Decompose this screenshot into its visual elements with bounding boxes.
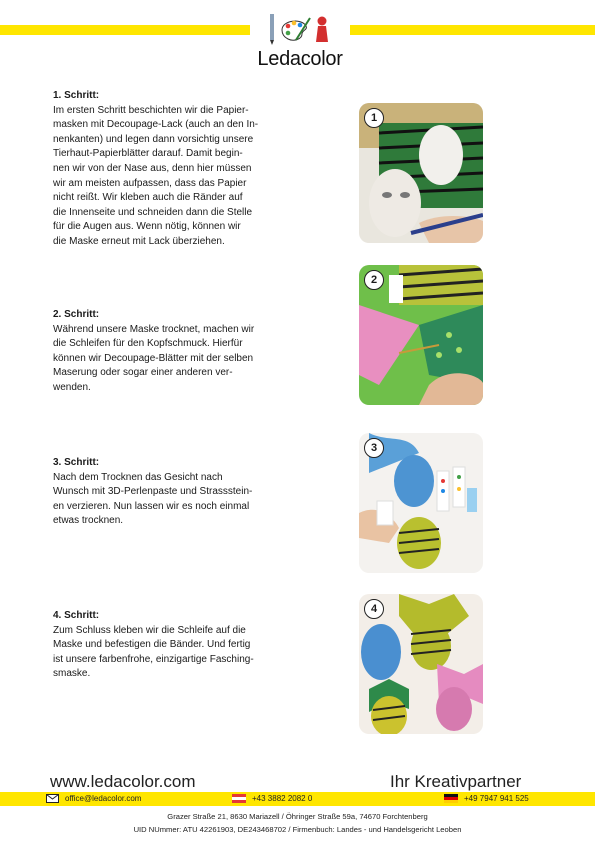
austria-flag-icon — [232, 794, 246, 803]
step-1 — [53, 89, 293, 250]
step-3-number-badge: 3 — [364, 438, 384, 458]
step-2-photo — [359, 265, 483, 405]
footer-legal: UID NUmmer: ATU 42261903, DE243468702 / Firmenbuch: Landes - und Handelsgericht Leoben — [133, 825, 462, 834]
step-4-title: 4. Schritt: — [53, 610, 100, 621]
step-3 — [53, 456, 293, 529]
footer-website-link[interactable]: www.ledacolor.com — [50, 772, 196, 791]
logo-icons — [258, 12, 338, 46]
step-2-number-badge: 2 — [364, 270, 384, 290]
step-1-text: Im ersten Schritt beschichten wir die Papier- masken mit Decoupage-Lack (auch an den In- nenkanten) und legen dann vorsichtig unsere Tierhaut-Papierblätter darauf. Damit begin- nen wir von der Nase aus, denn hier müssen wir am meisten aufpassen, dass das Papier nicht reißt. Wir kleben auch die Ränder auf die Innenseite und schneiden dann die Stelle für die Augen aus. Wenn nötig, können wir die Maske erneut mit Lack überziehen. — [53, 104, 259, 247]
footer-phone-at-text: +43 3882 2082 0 — [252, 794, 313, 803]
footer-address: Grazer Straße 21, 8630 Mariazell / Öhringer Straße 59a, 74670 Forchtenberg — [167, 812, 428, 821]
step-2-text: Während unsere Maske trocknet, machen wir die Schleifen für den Kopfschmuck. Hierfür können wir Decoupage-Blätter mit der selben Maserung oder sogar einer anderen ver- wenden. — [53, 323, 255, 393]
brand-name: Ledacolor — [257, 48, 343, 70]
step-4-number-badge: 4 — [364, 599, 384, 619]
step-3-title: 3. Schritt: — [53, 457, 100, 468]
footer-tagline: Ihr Kreativpartner — [390, 772, 522, 791]
footer-phone-de[interactable] — [444, 794, 529, 803]
envelope-icon — [46, 794, 59, 803]
footer-phone-de-text: +49 7947 941 525 — [464, 794, 529, 803]
step-4-text: Zum Schluss kleben wir die Schleife auf die Maske und befestigen die Bänder. Und fertig ist unsere farbenfrohe, einzigartige Fasching- smaske. — [53, 624, 254, 680]
step-2-title: 2. Schritt: — [53, 309, 100, 320]
footer-email-text: office@ledacolor.com — [65, 794, 142, 803]
step-4-photo — [359, 594, 483, 734]
step-1-title: 1. Schritt: — [53, 90, 100, 101]
footer-phone-at[interactable] — [232, 794, 312, 803]
step-2 — [53, 308, 293, 396]
step-1-photo — [359, 103, 483, 243]
logo — [250, 8, 350, 68]
footer-email[interactable] — [46, 794, 141, 803]
step-3-text: Nach dem Trocknen das Gesicht nach Wunsch mit 3D-Perlenpaste und Strassstein- en verzieren. Nun lassen wir es noch einmal etwas trocknen. — [53, 471, 253, 527]
step-3-photo — [359, 433, 483, 573]
step-4 — [53, 609, 293, 682]
step-1-number-badge: 1 — [364, 108, 384, 128]
germany-flag-icon — [444, 794, 458, 803]
